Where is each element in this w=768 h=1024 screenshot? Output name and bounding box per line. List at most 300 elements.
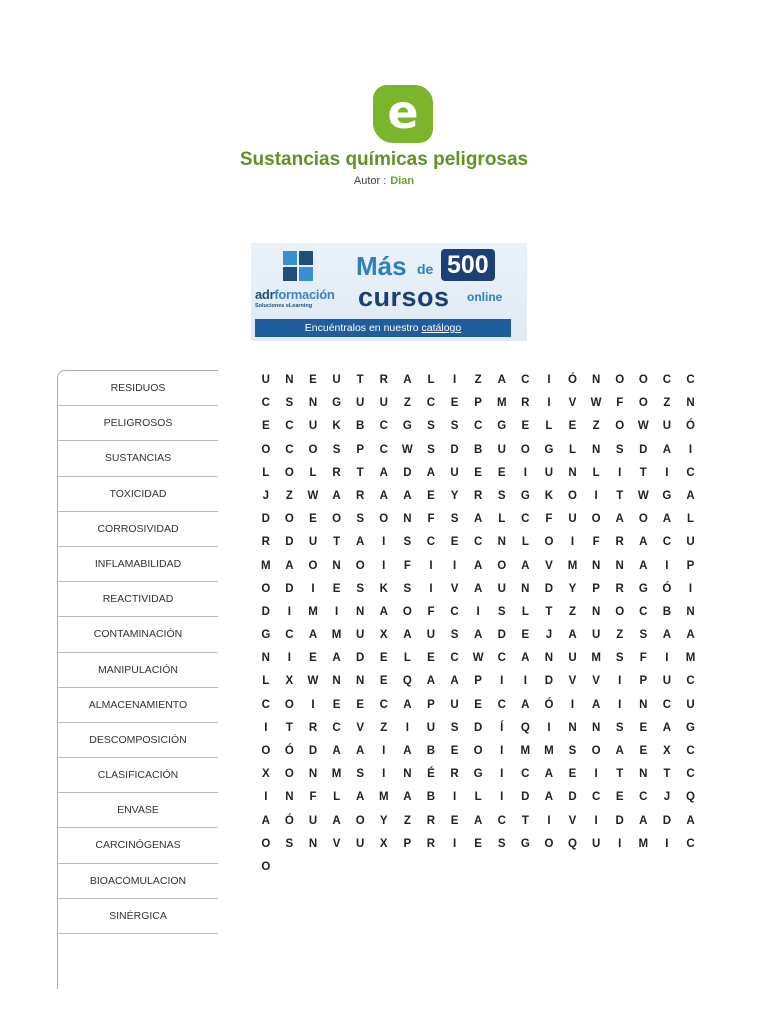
grid-cell[interactable]: Í <box>500 721 504 734</box>
grid-cell[interactable]: I <box>382 768 386 781</box>
grid-cell[interactable]: B <box>473 443 483 456</box>
grid-cell[interactable]: O <box>638 397 648 410</box>
grid-cell[interactable]: L <box>262 675 270 688</box>
grid-cell[interactable]: U <box>662 675 672 688</box>
grid-cell[interactable]: O <box>308 443 318 456</box>
grid-cell[interactable]: O <box>284 698 294 711</box>
grid-cell[interactable]: D <box>568 791 577 804</box>
grid-cell[interactable]: E <box>474 466 482 479</box>
grid-cell[interactable]: M <box>378 791 389 804</box>
grid-cell[interactable]: Z <box>380 721 388 734</box>
grid-cell[interactable]: U <box>497 582 506 595</box>
grid-cell[interactable]: D <box>308 745 318 757</box>
grid-cell[interactable]: O <box>615 420 625 433</box>
grid-cell[interactable]: N <box>332 559 341 572</box>
grid-cell[interactable]: O <box>473 745 483 757</box>
grid-cell[interactable]: C <box>285 443 294 456</box>
grid-cell[interactable]: N <box>285 374 294 386</box>
grid-cell[interactable]: I <box>452 837 457 850</box>
grid-cell[interactable]: E <box>427 652 435 665</box>
grid-cell[interactable]: Q <box>402 675 412 688</box>
grid-cell[interactable]: A <box>285 559 294 572</box>
grid-cell[interactable]: L <box>545 420 553 433</box>
grid-cell[interactable]: C <box>639 791 648 804</box>
grid-cell[interactable]: I <box>547 397 551 410</box>
grid-cell[interactable]: L <box>592 466 600 479</box>
grid-cell[interactable]: U <box>591 837 601 850</box>
grid-cell[interactable]: I <box>500 768 504 781</box>
grid-cell[interactable]: S <box>568 745 577 757</box>
grid-cell[interactable]: I <box>594 814 598 827</box>
grid-cell[interactable]: O <box>402 605 412 618</box>
grid-cell[interactable]: I <box>547 721 551 734</box>
grid-cell[interactable]: U <box>568 513 577 526</box>
grid-cell[interactable]: U <box>591 629 601 642</box>
grid-cell[interactable]: E <box>521 629 530 642</box>
grid-cell[interactable]: I <box>500 675 504 688</box>
grid-cell[interactable]: N <box>544 652 554 665</box>
banner-catalog-link[interactable]: Encuéntralos en nuestro catálogo <box>255 319 511 337</box>
grid-cell[interactable]: M <box>685 652 696 665</box>
grid-cell[interactable]: V <box>450 582 459 595</box>
grid-cell[interactable]: A <box>686 814 695 827</box>
grid-cell[interactable]: N <box>591 559 601 572</box>
grid-cell[interactable]: N <box>403 513 412 526</box>
grid-cell[interactable]: L <box>427 374 435 386</box>
grid-cell[interactable]: A <box>426 675 436 688</box>
grid-cell[interactable]: K <box>379 582 388 595</box>
grid-cell[interactable]: R <box>426 837 436 850</box>
grid-cell[interactable]: A <box>662 629 672 642</box>
grid-cell[interactable]: O <box>638 374 648 386</box>
grid-cell[interactable]: C <box>521 374 530 386</box>
grid-cell[interactable]: I <box>405 721 409 734</box>
grid-cell[interactable]: O <box>332 513 342 526</box>
grid-cell[interactable]: C <box>521 513 530 526</box>
grid-cell[interactable]: C <box>686 837 695 850</box>
grid-cell[interactable]: S <box>450 629 459 642</box>
grid-cell[interactable]: E <box>497 466 506 479</box>
grid-cell[interactable]: F <box>545 513 553 526</box>
grid-cell[interactable]: B <box>426 791 436 804</box>
grid-cell[interactable]: V <box>568 397 577 410</box>
grid-cell[interactable]: E <box>450 397 459 410</box>
grid-cell[interactable]: U <box>450 466 459 479</box>
grid-cell[interactable]: I <box>547 374 551 386</box>
grid-cell[interactable]: F <box>427 605 435 618</box>
grid-cell[interactable]: I <box>382 745 386 757</box>
grid-cell[interactable]: O <box>497 559 507 572</box>
grid-cell[interactable]: N <box>308 768 318 781</box>
grid-cell[interactable]: G <box>261 629 271 642</box>
grid-cell[interactable]: R <box>332 466 341 479</box>
grid-cell[interactable]: S <box>615 443 624 456</box>
grid-cell[interactable]: N <box>356 675 365 688</box>
grid-cell[interactable]: X <box>261 768 270 781</box>
grid-cell[interactable]: Z <box>616 629 624 642</box>
grid-cell[interactable]: N <box>356 605 365 618</box>
grid-cell[interactable]: A <box>686 489 695 502</box>
grid-cell[interactable]: T <box>616 768 624 781</box>
grid-cell[interactable]: S <box>332 443 341 456</box>
grid-cell[interactable]: E <box>261 420 270 433</box>
grid-cell[interactable]: M <box>638 837 649 850</box>
grid-cell[interactable]: I <box>476 605 480 618</box>
grid-cell[interactable]: D <box>544 675 554 688</box>
grid-cell[interactable]: R <box>426 814 436 827</box>
grid-cell[interactable]: Ó <box>568 374 577 386</box>
grid-cell[interactable]: L <box>262 466 270 479</box>
grid-cell[interactable]: P <box>639 675 648 688</box>
grid-cell[interactable]: N <box>591 605 601 618</box>
grid-cell[interactable]: C <box>662 536 672 549</box>
grid-cell[interactable]: O <box>261 443 271 456</box>
grid-cell[interactable]: C <box>473 536 483 549</box>
grid-cell[interactable]: D <box>473 721 483 734</box>
grid-cell[interactable]: L <box>521 536 529 549</box>
grid-cell[interactable]: G <box>332 397 342 410</box>
grid-cell[interactable]: T <box>663 768 671 781</box>
grid-cell[interactable]: A <box>639 559 648 572</box>
grid-cell[interactable]: I <box>382 536 386 549</box>
grid-cell[interactable]: P <box>592 582 600 595</box>
grid-cell[interactable]: I <box>382 559 386 572</box>
grid-cell[interactable]: S <box>497 837 506 850</box>
grid-cell[interactable]: I <box>452 791 457 804</box>
grid-cell[interactable]: C <box>639 605 648 618</box>
grid-cell[interactable]: A <box>521 698 530 711</box>
grid-cell[interactable]: C <box>332 721 341 734</box>
grid-cell[interactable]: N <box>615 559 624 572</box>
grid-cell[interactable]: E <box>450 536 459 549</box>
grid-cell[interactable]: I <box>665 837 669 850</box>
grid-cell[interactable]: N <box>308 397 318 410</box>
grid-cell[interactable]: Q <box>686 791 695 804</box>
grid-cell[interactable]: A <box>521 559 530 572</box>
grid-cell[interactable]: I <box>618 675 622 688</box>
grid-cell[interactable]: D <box>497 629 506 642</box>
grid-cell[interactable]: A <box>308 629 318 642</box>
grid-cell[interactable]: I <box>665 466 669 479</box>
grid-cell[interactable]: O <box>638 513 648 526</box>
grid-cell[interactable]: I <box>688 443 693 456</box>
grid-cell[interactable]: P <box>356 443 364 456</box>
grid-cell[interactable]: O <box>520 443 530 456</box>
grid-cell[interactable]: C <box>426 397 436 410</box>
grid-cell[interactable]: C <box>686 768 695 781</box>
grid-cell[interactable]: A <box>403 489 412 502</box>
grid-cell[interactable]: N <box>285 791 294 804</box>
grid-cell[interactable]: X <box>379 837 388 850</box>
grid-cell[interactable]: N <box>568 466 577 479</box>
grid-cell[interactable]: I <box>311 698 315 711</box>
grid-cell[interactable]: O <box>615 374 625 386</box>
grid-cell[interactable]: U <box>261 374 270 386</box>
grid-cell[interactable]: C <box>261 698 270 711</box>
grid-cell[interactable]: N <box>497 536 506 549</box>
grid-cell[interactable]: E <box>309 374 317 386</box>
grid-cell[interactable]: R <box>450 768 459 781</box>
grid-cell[interactable]: O <box>261 745 271 757</box>
grid-cell[interactable]: G <box>497 420 507 433</box>
grid-cell[interactable]: C <box>450 605 459 618</box>
grid-cell[interactable]: T <box>356 466 364 479</box>
grid-cell[interactable]: A <box>473 814 483 827</box>
grid-cell[interactable]: C <box>497 652 506 665</box>
grid-cell[interactable]: U <box>308 536 318 549</box>
grid-cell[interactable]: K <box>544 489 554 502</box>
grid-cell[interactable]: M <box>591 652 601 665</box>
grid-cell[interactable]: C <box>686 675 695 688</box>
grid-cell[interactable]: E <box>379 675 388 688</box>
grid-cell[interactable]: C <box>497 814 506 827</box>
grid-cell[interactable]: S <box>497 605 506 618</box>
grid-cell[interactable]: C <box>379 443 388 456</box>
grid-cell[interactable]: O <box>261 837 271 850</box>
grid-cell[interactable]: A <box>473 559 483 572</box>
grid-cell[interactable]: A <box>403 698 412 711</box>
grid-cell[interactable]: G <box>638 582 648 595</box>
grid-cell[interactable]: U <box>308 420 318 433</box>
grid-cell[interactable]: D <box>285 582 294 595</box>
grid-cell[interactable]: I <box>523 466 527 479</box>
grid-cell[interactable]: W <box>590 397 602 410</box>
grid-cell[interactable]: N <box>591 443 601 456</box>
grid-cell[interactable]: V <box>568 814 577 827</box>
grid-cell[interactable]: T <box>616 489 624 502</box>
grid-cell[interactable]: Z <box>663 397 671 410</box>
grid-cell[interactable]: D <box>521 791 530 804</box>
grid-cell[interactable]: A <box>662 513 672 526</box>
grid-cell[interactable]: I <box>665 652 669 665</box>
grid-cell[interactable]: D <box>261 605 270 618</box>
grid-cell[interactable]: N <box>639 698 648 711</box>
grid-cell[interactable]: A <box>332 652 341 665</box>
grid-cell[interactable]: C <box>261 397 270 410</box>
grid-cell[interactable]: M <box>544 745 554 757</box>
grid-cell[interactable]: N <box>332 675 341 688</box>
grid-cell[interactable]: Z <box>403 814 411 827</box>
grid-cell[interactable]: T <box>545 605 553 618</box>
grid-cell[interactable]: P <box>474 397 482 410</box>
grid-cell[interactable]: U <box>662 420 672 433</box>
grid-cell[interactable]: I <box>618 466 622 479</box>
grid-cell[interactable]: S <box>450 721 459 734</box>
grid-cell[interactable]: S <box>450 420 459 433</box>
grid-cell[interactable]: A <box>261 814 270 827</box>
grid-cell[interactable]: B <box>426 745 436 757</box>
grid-cell[interactable]: E <box>568 768 577 781</box>
grid-cell[interactable]: C <box>285 629 294 642</box>
grid-cell[interactable]: A <box>332 489 341 502</box>
grid-cell[interactable]: W <box>472 652 484 665</box>
grid-cell[interactable]: I <box>311 582 315 595</box>
grid-cell[interactable]: L <box>521 605 529 618</box>
grid-cell[interactable]: Q <box>520 721 530 734</box>
grid-cell[interactable]: I <box>264 791 268 804</box>
grid-cell[interactable]: A <box>450 675 459 688</box>
grid-cell[interactable]: A <box>615 745 624 757</box>
grid-cell[interactable]: C <box>662 374 672 386</box>
grid-cell[interactable]: Ó <box>544 698 554 711</box>
grid-cell[interactable]: O <box>591 745 601 757</box>
grid-cell[interactable]: Ó <box>686 420 695 433</box>
grid-cell[interactable]: A <box>473 629 483 642</box>
grid-cell[interactable]: E <box>474 837 482 850</box>
grid-cell[interactable]: X <box>663 745 671 757</box>
grid-cell[interactable]: U <box>379 397 388 410</box>
grid-cell[interactable]: G <box>662 489 672 502</box>
grid-cell[interactable]: A <box>497 374 506 386</box>
grid-cell[interactable]: X <box>285 675 294 688</box>
grid-cell[interactable]: S <box>356 513 364 526</box>
grid-cell[interactable]: V <box>356 721 364 734</box>
grid-cell[interactable]: C <box>686 466 695 479</box>
grid-cell[interactable]: T <box>639 466 647 479</box>
grid-cell[interactable]: N <box>686 397 695 410</box>
grid-cell[interactable]: M <box>308 605 318 618</box>
grid-cell[interactable]: K <box>332 420 341 433</box>
grid-cell[interactable]: R <box>261 536 270 549</box>
grid-cell[interactable]: G <box>520 837 530 850</box>
grid-cell[interactable]: D <box>615 814 624 827</box>
grid-cell[interactable]: O <box>284 513 294 526</box>
grid-cell[interactable]: U <box>450 698 459 711</box>
grid-cell[interactable]: A <box>686 629 695 642</box>
grid-cell[interactable]: S <box>403 582 412 595</box>
grid-cell[interactable]: C <box>285 420 294 433</box>
grid-cell[interactable]: I <box>618 698 622 711</box>
grid-cell[interactable]: E <box>309 652 317 665</box>
grid-cell[interactable]: W <box>637 489 649 502</box>
grid-cell[interactable]: L <box>569 443 577 456</box>
grid-cell[interactable]: D <box>403 466 412 479</box>
grid-cell[interactable]: A <box>473 582 483 595</box>
grid-cell[interactable]: Z <box>474 374 482 386</box>
grid-cell[interactable]: E <box>474 698 482 711</box>
grid-cell[interactable]: A <box>662 443 672 456</box>
grid-cell[interactable]: A <box>639 814 648 827</box>
grid-cell[interactable]: G <box>473 768 483 781</box>
grid-cell[interactable]: F <box>616 397 624 410</box>
grid-cell[interactable]: A <box>379 605 388 618</box>
grid-cell[interactable]: I <box>594 489 598 502</box>
grid-cell[interactable]: S <box>497 489 506 502</box>
grid-cell[interactable]: M <box>567 559 578 572</box>
grid-cell[interactable]: E <box>639 721 648 734</box>
grid-cell[interactable]: T <box>333 536 341 549</box>
grid-cell[interactable]: P <box>427 698 435 711</box>
grid-cell[interactable]: M <box>331 768 342 781</box>
grid-cell[interactable]: O <box>568 489 577 502</box>
grid-cell[interactable]: N <box>308 837 318 850</box>
grid-cell[interactable]: A <box>568 629 577 642</box>
grid-cell[interactable]: E <box>332 582 341 595</box>
grid-cell[interactable]: C <box>686 374 695 386</box>
grid-cell[interactable]: D <box>639 443 648 456</box>
grid-cell[interactable]: O <box>284 466 294 479</box>
grid-cell[interactable]: A <box>403 629 412 642</box>
grid-cell[interactable]: C <box>379 420 388 433</box>
grid-cell[interactable]: U <box>544 466 554 479</box>
grid-cell[interactable]: L <box>309 466 317 479</box>
grid-cell[interactable]: S <box>615 721 624 734</box>
grid-cell[interactable]: F <box>592 536 600 549</box>
grid-cell[interactable]: A <box>426 466 436 479</box>
grid-cell[interactable]: C <box>686 745 695 757</box>
grid-cell[interactable]: I <box>523 675 527 688</box>
grid-cell[interactable]: R <box>615 536 624 549</box>
grid-cell[interactable]: U <box>426 721 436 734</box>
grid-cell[interactable]: U <box>497 443 506 456</box>
grid-cell[interactable]: M <box>496 397 507 410</box>
grid-cell[interactable]: F <box>309 791 317 804</box>
grid-cell[interactable]: I <box>452 559 457 572</box>
grid-cell[interactable]: I <box>688 582 693 595</box>
grid-cell[interactable]: A <box>332 814 341 827</box>
grid-cell[interactable]: L <box>498 513 506 526</box>
grid-cell[interactable]: P <box>403 837 412 850</box>
grid-cell[interactable]: D <box>356 652 365 665</box>
grid-cell[interactable]: L <box>686 513 694 526</box>
grid-cell[interactable]: Z <box>569 605 577 618</box>
grid-cell[interactable]: I <box>570 536 575 549</box>
grid-cell[interactable]: S <box>427 443 435 456</box>
grid-cell[interactable]: U <box>356 397 365 410</box>
grid-cell[interactable]: P <box>474 675 482 688</box>
author-name[interactable]: Dian <box>390 175 415 187</box>
grid-cell[interactable]: I <box>594 768 598 781</box>
grid-cell[interactable]: O <box>261 582 271 595</box>
grid-cell[interactable]: R <box>473 489 483 502</box>
grid-cell[interactable]: C <box>521 768 530 781</box>
grid-cell[interactable]: Y <box>568 582 577 595</box>
grid-cell[interactable]: S <box>639 629 648 642</box>
grid-cell[interactable]: I <box>334 605 339 618</box>
grid-cell[interactable]: O <box>261 860 271 873</box>
grid-cell[interactable]: A <box>403 791 412 804</box>
grid-cell[interactable]: A <box>356 791 365 804</box>
grid-cell[interactable]: S <box>356 582 364 595</box>
grid-cell[interactable]: E <box>639 745 648 757</box>
grid-cell[interactable]: E <box>615 791 624 804</box>
grid-cell[interactable]: A <box>521 652 530 665</box>
grid-cell[interactable]: D <box>261 513 270 526</box>
grid-cell[interactable]: Z <box>403 397 411 410</box>
grid-cell[interactable]: I <box>665 559 669 572</box>
grid-cell[interactable]: C <box>497 698 506 711</box>
grid-cell[interactable]: Q <box>568 837 577 850</box>
grid-cell[interactable]: U <box>308 814 318 827</box>
grid-cell[interactable]: Y <box>379 814 388 827</box>
grid-cell[interactable]: G <box>544 443 554 456</box>
grid-cell[interactable]: Z <box>285 489 293 502</box>
grid-cell[interactable]: V <box>545 559 553 572</box>
grid-cell[interactable]: O <box>615 605 625 618</box>
grid-cell[interactable]: G <box>686 721 695 734</box>
grid-cell[interactable]: F <box>427 513 435 526</box>
grid-cell[interactable]: L <box>474 791 482 804</box>
grid-cell[interactable]: C <box>379 698 388 711</box>
grid-cell[interactable]: F <box>639 652 647 665</box>
grid-cell[interactable]: I <box>287 605 291 618</box>
grid-cell[interactable]: C <box>662 698 672 711</box>
grid-cell[interactable]: A <box>591 698 601 711</box>
grid-cell[interactable]: M <box>331 629 342 642</box>
grid-cell[interactable]: M <box>261 559 271 572</box>
grid-cell[interactable]: A <box>379 489 388 502</box>
grid-cell[interactable]: A <box>473 513 483 526</box>
